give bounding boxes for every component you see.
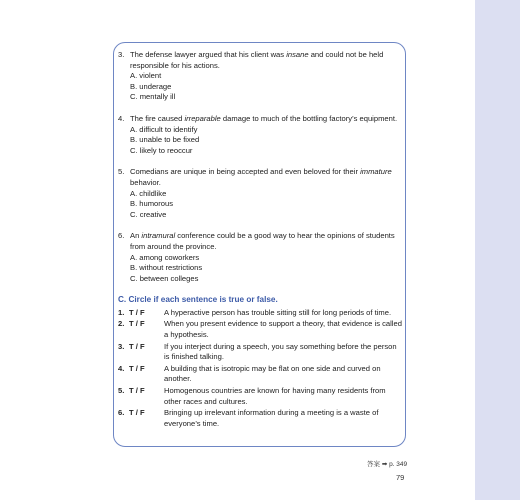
option-b: B. unable to be fixed bbox=[130, 135, 200, 145]
option-c: C. between colleges bbox=[130, 273, 199, 283]
vocab-term: insane bbox=[286, 50, 309, 59]
question-4 bbox=[118, 114, 402, 156]
question-5 bbox=[118, 167, 402, 220]
true-false-list bbox=[118, 308, 402, 430]
page-side-band bbox=[475, 0, 520, 500]
answer-label: 答案 bbox=[367, 461, 380, 468]
question-6 bbox=[118, 231, 402, 284]
tf-item bbox=[118, 386, 402, 407]
tf-number: 4. bbox=[118, 363, 125, 373]
answer-page: p. 349 bbox=[389, 461, 408, 468]
section-c-title: C. Circle if each sentence is true or false. bbox=[118, 295, 278, 305]
tf-number: 3. bbox=[118, 341, 125, 351]
question-stem: The fire caused irreparable damage to much of the bottling factory’s equipment. bbox=[130, 113, 398, 123]
tf-choice[interactable]: T / F bbox=[129, 341, 145, 351]
option-a: A. difficult to identify bbox=[130, 124, 198, 134]
answer-reference[interactable] bbox=[367, 459, 407, 468]
tf-item bbox=[118, 408, 402, 429]
option-a: A. childlike bbox=[130, 188, 167, 198]
tf-choice[interactable]: T / F bbox=[129, 363, 145, 373]
tf-number: 1. bbox=[118, 307, 125, 317]
option-b: B. without restrictions bbox=[130, 263, 203, 273]
option-a: A. violent bbox=[130, 71, 162, 81]
vocab-term: immature bbox=[360, 167, 392, 177]
tf-statement: If you interject during a speech, you say something before the person is finished talking. bbox=[164, 341, 397, 362]
question-number: 6. bbox=[118, 231, 125, 241]
option-b: B. underage bbox=[130, 81, 172, 91]
vocab-term: intramural bbox=[141, 231, 176, 241]
tf-item bbox=[118, 364, 402, 385]
tf-number: 2. bbox=[118, 319, 125, 329]
tf-statement: A building that is isotropic may be flat on one side and curved on another. bbox=[164, 363, 381, 384]
tf-statement: A hyperactive person has trouble sitting still for long periods of time. bbox=[164, 307, 392, 317]
tf-choice[interactable]: T / F bbox=[129, 307, 145, 317]
page-number: 79 bbox=[396, 473, 405, 482]
question-number: 3. bbox=[118, 50, 125, 59]
tf-statement: Homogenous countries are known for having many residents from other races and cultures. bbox=[164, 386, 386, 406]
tf-choice[interactable]: T / F bbox=[129, 319, 145, 329]
option-b: B. humorous bbox=[130, 199, 174, 209]
tf-statement: Bringing up irrelevant information during a meeting is a waste of everyone’s time. bbox=[164, 408, 379, 428]
option-c: C. mentally ill bbox=[130, 92, 176, 102]
tf-item bbox=[118, 342, 402, 363]
option-a: A. among coworkers bbox=[130, 252, 200, 262]
arrow-right-icon: ➡ bbox=[381, 461, 388, 468]
question-stem: Comedians are unique in being accepted and even beloved for their immature behavior. bbox=[130, 167, 392, 187]
question-number: 5. bbox=[118, 167, 125, 177]
tf-number: 5. bbox=[118, 386, 125, 396]
option-c: C. likely to reoccur bbox=[130, 145, 193, 155]
tf-item bbox=[118, 319, 402, 340]
tf-item bbox=[118, 308, 402, 319]
question-stem: An intramural conference could be a good way to hear the opinions of students from around the province. bbox=[130, 231, 395, 251]
question-stem: The defense lawyer argued that his client was insane and could not be held responsible for his actions. bbox=[130, 50, 384, 70]
option-c: C. creative bbox=[130, 209, 167, 219]
exercise-content bbox=[118, 50, 402, 430]
vocab-term: irreparable bbox=[184, 113, 221, 123]
tf-choice[interactable]: T / F bbox=[129, 408, 145, 418]
tf-choice[interactable]: T / F bbox=[129, 386, 145, 396]
tf-statement: When you present evidence to support a theory, that evidence is called a hypothesis. bbox=[164, 319, 402, 340]
question-number: 4. bbox=[118, 113, 125, 123]
question-3 bbox=[118, 50, 402, 103]
tf-number: 6. bbox=[118, 408, 125, 418]
